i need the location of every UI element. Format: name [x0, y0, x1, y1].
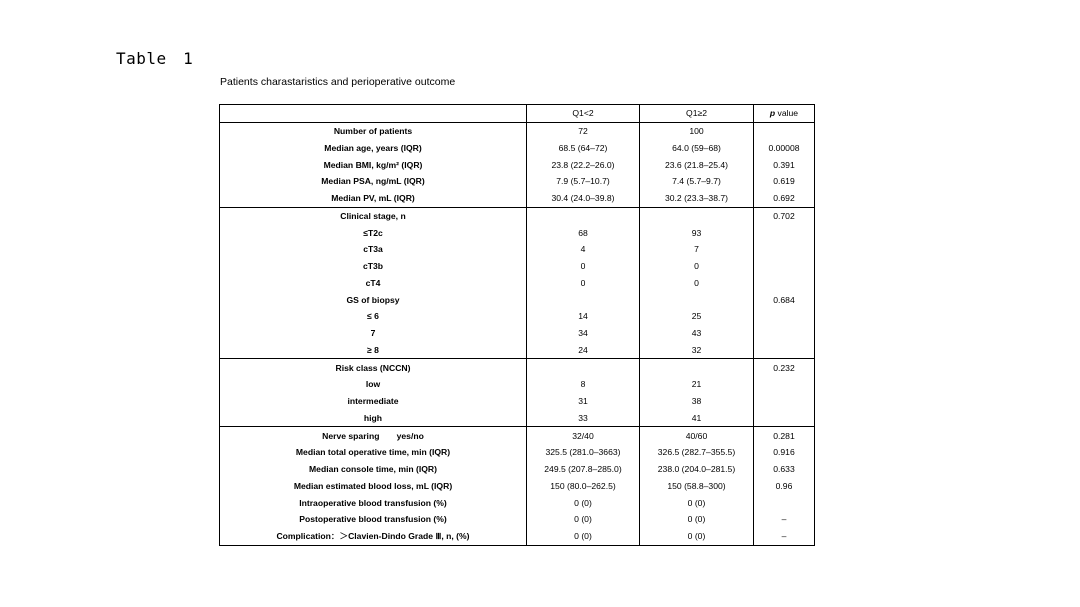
header-value-word: value [777, 108, 799, 119]
p-value: 0.916 [754, 444, 815, 461]
p-value: 0.96 [754, 478, 815, 495]
header-cell-q1-ge-2: Q1≥2 [640, 105, 754, 123]
q1-ge-2-value: 0 (0) [640, 511, 754, 528]
table-row [220, 308, 815, 325]
q1-lt-2-value: 0 (0) [527, 511, 640, 528]
q1-lt-2-value: 0 (0) [527, 494, 640, 511]
row-label: ≤T2c [220, 224, 527, 241]
table-row [220, 156, 815, 173]
row-label: high [220, 410, 527, 427]
p-value [754, 275, 815, 292]
row-label: low [220, 376, 527, 393]
p-value [754, 122, 815, 139]
table-row [220, 359, 815, 376]
row-label: Intraoperative blood transfusion (%) [220, 494, 527, 511]
row-label: cT4 [220, 275, 527, 292]
p-value [754, 224, 815, 241]
row-label: Postoperative blood transfusion (%) [220, 511, 527, 528]
p-value: 0.692 [754, 190, 815, 207]
q1-lt-2-value: 0 [527, 258, 640, 275]
q1-ge-2-value: 326.5 (282.7–355.5) [640, 444, 754, 461]
row-label: Median estimated blood loss, mL (IQR) [220, 478, 527, 495]
table-row [220, 140, 815, 157]
q1-ge-2-value: 0 [640, 275, 754, 292]
q1-lt-2-value: 32/40 [527, 427, 640, 444]
p-value: 0.391 [754, 156, 815, 173]
row-label: Complication：＞Clavien-Dindo Grade Ⅲ, n, (%) [220, 528, 527, 545]
p-value: 0.232 [754, 359, 815, 376]
table-row [220, 444, 815, 461]
q1-ge-2-value: 38 [640, 393, 754, 410]
q1-ge-2-value: 32 [640, 342, 754, 359]
header-cell-p-value [754, 105, 815, 123]
p-value: 0.684 [754, 291, 815, 308]
table-subtitle: Patients charastaristics and perioperative outcome [220, 76, 456, 88]
table-row [220, 528, 815, 545]
p-value [754, 258, 815, 275]
row-label: Clinical stage, n [220, 207, 527, 224]
q1-ge-2-value: 64.0 (59–68) [640, 140, 754, 157]
q1-lt-2-value: 7.9 (5.7–10.7) [527, 173, 640, 190]
q1-ge-2-value: 0 (0) [640, 494, 754, 511]
q1-lt-2-value: 33 [527, 410, 640, 427]
p-value [754, 410, 815, 427]
table-row [220, 342, 815, 359]
q1-lt-2-value [527, 359, 640, 376]
table-row [220, 241, 815, 258]
q1-ge-2-value [640, 207, 754, 224]
p-value [754, 342, 815, 359]
q1-lt-2-value: 24 [527, 342, 640, 359]
table-row [220, 275, 815, 292]
row-label: intermediate [220, 393, 527, 410]
row-label: cT3b [220, 258, 527, 275]
q1-lt-2-value [527, 207, 640, 224]
table-row [220, 494, 815, 511]
table-row [220, 461, 815, 478]
table-row [220, 376, 815, 393]
q1-ge-2-value: 0 (0) [640, 528, 754, 545]
row-label: Median BMI, kg/m² (IQR) [220, 156, 527, 173]
q1-lt-2-value: 31 [527, 393, 640, 410]
q1-ge-2-value: 100 [640, 122, 754, 139]
q1-lt-2-value: 249.5 (207.8–285.0) [527, 461, 640, 478]
q1-ge-2-value: 41 [640, 410, 754, 427]
p-value: – [754, 511, 815, 528]
p-value: 0.619 [754, 173, 815, 190]
table-row [220, 207, 815, 224]
row-label: Nerve sparing yes/no [220, 427, 527, 444]
q1-ge-2-value: 0 [640, 258, 754, 275]
q1-lt-2-value: 0 (0) [527, 528, 640, 545]
p-value: 0.633 [754, 461, 815, 478]
row-label: cT3a [220, 241, 527, 258]
q1-lt-2-value: 0 [527, 275, 640, 292]
table-row [220, 410, 815, 427]
p-value [754, 494, 815, 511]
q1-ge-2-value: 150 (58.8–300) [640, 478, 754, 495]
table-row [220, 291, 815, 308]
p-value [754, 376, 815, 393]
row-label: ≥ 8 [220, 342, 527, 359]
p-value: 0.281 [754, 427, 815, 444]
q1-ge-2-value: 30.2 (23.3–38.7) [640, 190, 754, 207]
p-value: – [754, 528, 815, 545]
header-p-letter: p [769, 108, 776, 119]
header-cell-q1-lt-2: Q1<2 [527, 105, 640, 123]
q1-lt-2-value: 4 [527, 241, 640, 258]
table-row [220, 511, 815, 528]
row-label: Number of patients [220, 122, 527, 139]
table-row [220, 258, 815, 275]
q1-lt-2-value [527, 291, 640, 308]
q1-ge-2-value: 23.6 (21.8–25.4) [640, 156, 754, 173]
p-value [754, 325, 815, 342]
row-label: Median console time, min (IQR) [220, 461, 527, 478]
q1-ge-2-value: 7.4 (5.7–9.7) [640, 173, 754, 190]
row-label: Median PSA, ng/mL (IQR) [220, 173, 527, 190]
table-row [220, 478, 815, 495]
q1-ge-2-value: 238.0 (204.0–281.5) [640, 461, 754, 478]
p-value: 0.00008 [754, 140, 815, 157]
q1-lt-2-value: 150 (80.0–262.5) [527, 478, 640, 495]
p-value [754, 308, 815, 325]
q1-lt-2-value: 325.5 (281.0–3663) [527, 444, 640, 461]
q1-lt-2-value: 30.4 (24.0–39.8) [527, 190, 640, 207]
p-value: 0.702 [754, 207, 815, 224]
table-row [220, 427, 815, 444]
row-label: Risk class (NCCN) [220, 359, 527, 376]
table-row [220, 122, 815, 139]
table-row [220, 173, 815, 190]
q1-lt-2-value: 68 [527, 224, 640, 241]
q1-lt-2-value: 68.5 (64–72) [527, 140, 640, 157]
p-value [754, 393, 815, 410]
q1-lt-2-value: 8 [527, 376, 640, 393]
q1-ge-2-value: 43 [640, 325, 754, 342]
row-label: GS of biopsy [220, 291, 527, 308]
row-label: Median total operative time, min (IQR) [220, 444, 527, 461]
q1-ge-2-value: 93 [640, 224, 754, 241]
q1-lt-2-value: 72 [527, 122, 640, 139]
table-row [220, 393, 815, 410]
q1-ge-2-value: 21 [640, 376, 754, 393]
table-row [220, 325, 815, 342]
header-cell-characteristic [220, 105, 527, 123]
q1-lt-2-value: 23.8 (22.2–26.0) [527, 156, 640, 173]
q1-lt-2-value: 14 [527, 308, 640, 325]
row-label: ≤ 6 [220, 308, 527, 325]
row-label: Median PV, mL (IQR) [220, 190, 527, 207]
q1-ge-2-value [640, 359, 754, 376]
q1-ge-2-value: 25 [640, 308, 754, 325]
row-label: Median age, years (IQR) [220, 140, 527, 157]
q1-lt-2-value: 34 [527, 325, 640, 342]
table-row [220, 224, 815, 241]
header-row [220, 105, 815, 123]
q1-ge-2-value [640, 291, 754, 308]
p-value [754, 241, 815, 258]
row-label: 7 [220, 325, 527, 342]
q1-ge-2-value: 7 [640, 241, 754, 258]
table-label: Table 1 [116, 49, 194, 68]
table-body [220, 122, 815, 545]
results-table [219, 104, 815, 546]
q1-ge-2-value: 40/60 [640, 427, 754, 444]
table-row [220, 190, 815, 207]
